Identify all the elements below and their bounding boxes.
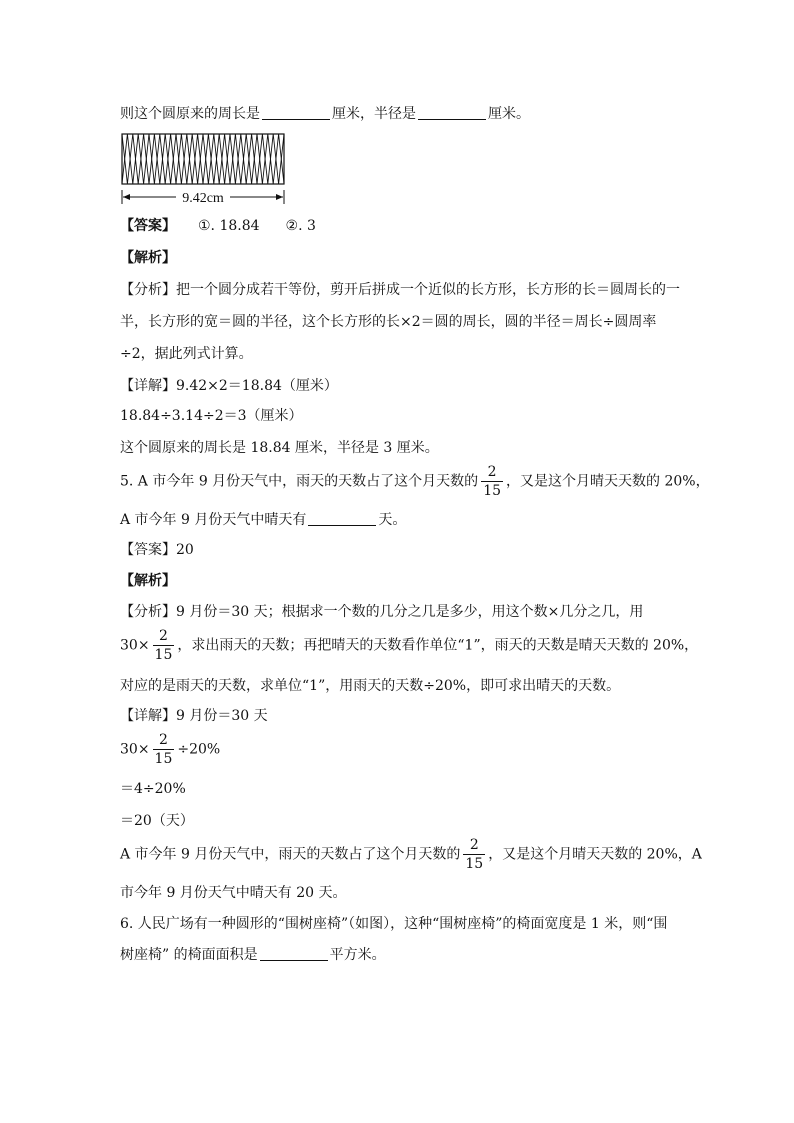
- q5-analysis-text-a: 30×: [120, 637, 150, 654]
- q6-stem-line-1: 6. 人民广场有一种圆形的“围树座椅”（如图），这种“围树座椅”的椅面宽度是 1 米，则“围: [120, 916, 668, 932]
- q4-analysis-line-2: 半，长方形的宽＝圆的半径，这个长方形的长×2＝圆的周长，圆的半径＝周长÷圆周率: [120, 314, 657, 330]
- fraction-2-15: [463, 836, 485, 873]
- q6-stem-text-b: 平方米。: [329, 947, 386, 963]
- q5-analysis-tag: 【解析】: [120, 573, 176, 589]
- answer-blank-3[interactable]: [308, 511, 376, 526]
- fraction-numerator: 2: [487, 464, 497, 480]
- q4-stem-unit1: 厘米，半径是: [332, 106, 416, 122]
- q5-detail-line-2: [120, 731, 220, 768]
- q5-stem-text-d: 天。: [378, 512, 407, 528]
- fraction-2-15: [481, 463, 503, 500]
- fraction-numerator: 2: [159, 732, 168, 748]
- fraction-2-15: [153, 627, 175, 664]
- fraction-numerator: 2: [469, 837, 479, 853]
- q5-detail-line-4: ＝20（天）: [120, 813, 194, 829]
- q5-detail-text-b: ÷20%: [177, 741, 221, 758]
- q4-detail-line-3: 这个圆原来的周长是 18.84 厘米，半径是 3 厘米。: [120, 440, 439, 456]
- q4-answer: [120, 216, 316, 236]
- answer-2: ②. 3: [285, 218, 316, 234]
- q5-analysis-text-b: ，求出雨天的天数；再把晴天的天数看作单位“1”，雨天的天数是晴天天数的 20%，: [177, 637, 699, 654]
- fraction-denominator: 15: [154, 647, 173, 663]
- q5-analysis-line-1: 【分析】9 月份＝30 天；根据求一个数的几分之几是多少，用这个数×几分之几，用: [120, 604, 644, 620]
- figure-length-label: 9.42cm: [182, 191, 224, 206]
- answer-1: ①. 18.84: [198, 218, 260, 234]
- q4-stem-unit2: 厘米。: [488, 106, 530, 122]
- q5-answer: 【答案】20: [120, 542, 194, 558]
- answer-blank-1[interactable]: [262, 105, 330, 120]
- fraction-numerator: 2: [159, 628, 168, 644]
- fraction-denominator: 15: [483, 483, 502, 499]
- q5-conclusion-text-b: ，又是这个月晴天天数的 20%，A: [488, 846, 702, 863]
- q4-analysis-tag: 【解析】: [120, 250, 176, 266]
- fraction-denominator: 15: [465, 856, 484, 872]
- fraction-denominator: 15: [154, 751, 173, 767]
- q5-stem-text-b: ，又是这个月晴天天数的 20%，: [506, 473, 710, 490]
- q4-analysis-line-1: 【分析】把一个圆分成若干等份，剪开后拼成一个近似的长方形，长方形的长＝圆周长的一: [120, 282, 680, 298]
- q5-stem-text-c: A 市今年 9 月份天气中晴天有: [120, 512, 307, 528]
- q4-detail-line-2: 18.84÷3.14÷2＝3（厘米）: [120, 408, 303, 424]
- q6-stem-line-2: [120, 945, 386, 965]
- q4-stem-text: 则这个圆原来的周长是: [120, 106, 260, 122]
- rectangle-figure: [120, 132, 290, 216]
- q4-stem: [120, 104, 530, 124]
- q6-stem-text-a: 树座椅” 的椅面面积是: [120, 947, 258, 963]
- q4-detail-line-1: 【详解】9.42×2＝18.84（厘米）: [120, 378, 338, 394]
- q5-conclusion-text-a: A 市今年 9 月份天气中，雨天的天数占了这个月天数的: [120, 846, 461, 863]
- q5-stem-text-a: 5. A 市今年 9 月份天气中，雨天的天数占了这个月天数的: [120, 473, 479, 490]
- q5-detail-line-1: 【详解】9 月份＝30 天: [120, 708, 268, 724]
- q5-stem-line-2: [120, 510, 406, 530]
- q5-analysis-line-2: [120, 627, 698, 664]
- answer-tag: 【答案】: [120, 218, 176, 234]
- q5-detail-line-3: ＝4÷20%: [120, 781, 186, 797]
- q5-detail-text-a: 30×: [120, 741, 150, 758]
- answer-blank-4[interactable]: [260, 946, 328, 961]
- q5-stem-line-1: [120, 463, 710, 500]
- q5-analysis-line-3: 对应的是雨天的天数，求单位“1”，用雨天的天数÷20%，即可求出晴天的天数。: [120, 678, 621, 694]
- q5-conclusion-line-1: [120, 836, 702, 873]
- q4-analysis-line-3: ÷2，据此列式计算。: [120, 346, 253, 362]
- answer-blank-2[interactable]: [418, 105, 486, 120]
- fraction-2-15: [153, 731, 175, 768]
- cut-circle-rectangle-diagram: [120, 132, 290, 212]
- q5-conclusion-line-2: 市今年 9 月份天气中晴天有 20 天。: [120, 885, 347, 901]
